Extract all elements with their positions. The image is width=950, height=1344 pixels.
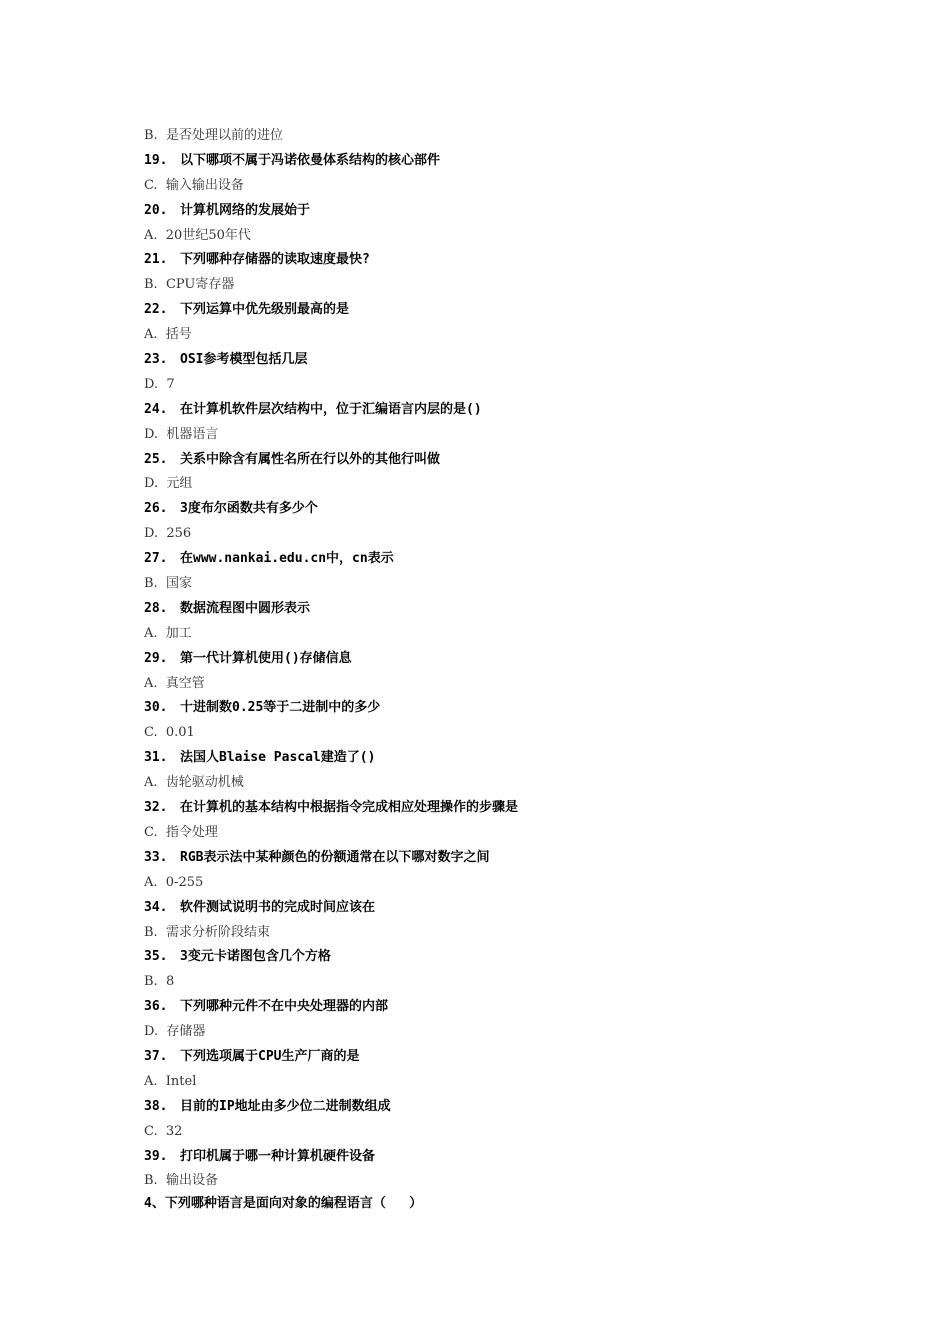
question-number: 25. (144, 451, 168, 467)
question-text: 下列选项属于CPU生产厂商的是 (180, 1048, 360, 1064)
question-line (144, 547, 844, 572)
question-text: 关系中除含有属性名所在行以外的其他行叫做 (180, 451, 441, 467)
question-line (144, 1145, 844, 1170)
question-text: 目前的IP地址由多少位二进制数组成 (180, 1098, 391, 1114)
question-text: 下列哪种元件不在中央处理器的内部 (180, 999, 389, 1015)
question-line (144, 945, 844, 970)
question-text: 下列哪种存储器的读取速度最快? (180, 252, 370, 268)
answer-line: A. 齿轮驱动机械 (144, 775, 244, 791)
question-text: 以下哪项不属于冯诺依曼体系结构的核心部件 (180, 152, 441, 168)
question-line (144, 1095, 844, 1120)
question-text: 3度布尔函数共有多少个 (180, 501, 318, 517)
question-text: 第一代计算机使用()存储信息 (180, 650, 352, 666)
question-line (144, 995, 844, 1020)
question-line (144, 846, 844, 871)
question-text: 在www.nankai.edu.cn中，cn表示 (180, 551, 394, 567)
question-number: 20. (144, 202, 168, 218)
question-text: 在计算机的基本结构中根据指令完成相应处理操作的步骤是 (180, 800, 519, 816)
question-number: 29. (144, 650, 168, 666)
answer-line: B. 需求分析阶段结束 (144, 924, 270, 940)
answer-line: A. 加工 (144, 625, 192, 641)
question-text: 3变元卡诺图包含几个方格 (180, 949, 331, 965)
answer-line: D. 存储器 (144, 1024, 206, 1040)
question-line (144, 796, 844, 821)
question-number: 27. (144, 551, 168, 567)
answer-line: A. 20世纪50年代 (144, 227, 251, 243)
answer-line: C. 指令处理 (144, 824, 218, 840)
question-text: 打印机属于哪一种计算机硬件设备 (180, 1148, 376, 1164)
answer-line: B. 输出设备 (144, 1173, 218, 1189)
answer-line: B. 8 (144, 974, 175, 990)
question-number: 19. (144, 152, 168, 168)
question-line (144, 647, 844, 672)
answer-line: A. 括号 (144, 327, 192, 343)
question-text: 数据流程图中圆形表示 (180, 600, 311, 616)
answer-line: B. 是否处理以前的进位 (144, 128, 283, 143)
question-number: 23. (144, 352, 168, 368)
question-number: 21. (144, 252, 168, 268)
answer-line: D. 256 (144, 526, 192, 542)
question-line (144, 448, 844, 473)
answer-line: B. 国家 (144, 576, 192, 592)
question-number: 34. (144, 899, 168, 915)
question-line (144, 497, 844, 522)
answer-line: A. 0-255 (144, 874, 204, 890)
question-text: 软件测试说明书的完成时间应该在 (180, 899, 376, 915)
answer-line: D. 机器语言 (144, 426, 219, 442)
question-text: RGB表示法中某种颜色的份额通常在以下哪对数字之间 (180, 849, 490, 865)
question-number: 28. (144, 600, 168, 616)
question-line (144, 199, 844, 224)
question-number: 37. (144, 1048, 168, 1064)
answer-line: D. 元组 (144, 476, 193, 492)
question-text: 在计算机软件层次结构中，位于汇编语言内层的是() (180, 401, 482, 417)
question-line (144, 896, 844, 921)
question-line (144, 248, 844, 273)
question-text: OSI参考模型包括几层 (180, 352, 308, 368)
question-number: 39. (144, 1148, 168, 1164)
question-text: 十进制数0.25等于二进制中的多少 (180, 700, 381, 716)
answer-line: B. CPU寄存器 (144, 277, 235, 293)
answer-line: C. 输入输出设备 (144, 177, 244, 193)
question-number: 33. (144, 849, 168, 865)
question-line (144, 746, 844, 771)
question-line (144, 1045, 844, 1070)
question-line (144, 348, 844, 373)
document-body (144, 124, 844, 1214)
answer-line: C. 32 (144, 1123, 183, 1139)
answer-line: C. 0.01 (144, 725, 195, 741)
question-number: 32. (144, 800, 168, 816)
question-number: 30. (144, 700, 168, 716)
question-list (144, 149, 844, 1194)
answer-line: A. 真空管 (144, 675, 205, 691)
question-number: 31. (144, 750, 168, 766)
question-text: 计算机网络的发展始于 (180, 202, 311, 218)
question-line (144, 398, 844, 423)
question-line (144, 597, 844, 622)
question-number: 38. (144, 1098, 168, 1114)
question-line (144, 149, 844, 174)
question-number: 22. (144, 302, 168, 318)
question-number: 26. (144, 501, 168, 517)
question-number: 36. (144, 999, 168, 1015)
question-number: 35. (144, 949, 168, 965)
question-number: 24. (144, 401, 168, 417)
question-text: 法国人Blaise Pascal建造了() (180, 750, 376, 766)
trailing-question: 4、下列哪种语言是面向对象的编程语言（ ） (144, 1196, 423, 1212)
question-line (144, 696, 844, 721)
answer-line: D. 7 (144, 376, 175, 392)
answer-line: A. Intel (144, 1073, 197, 1089)
question-text: 下列运算中优先级别最高的是 (180, 302, 350, 318)
question-line (144, 298, 844, 323)
